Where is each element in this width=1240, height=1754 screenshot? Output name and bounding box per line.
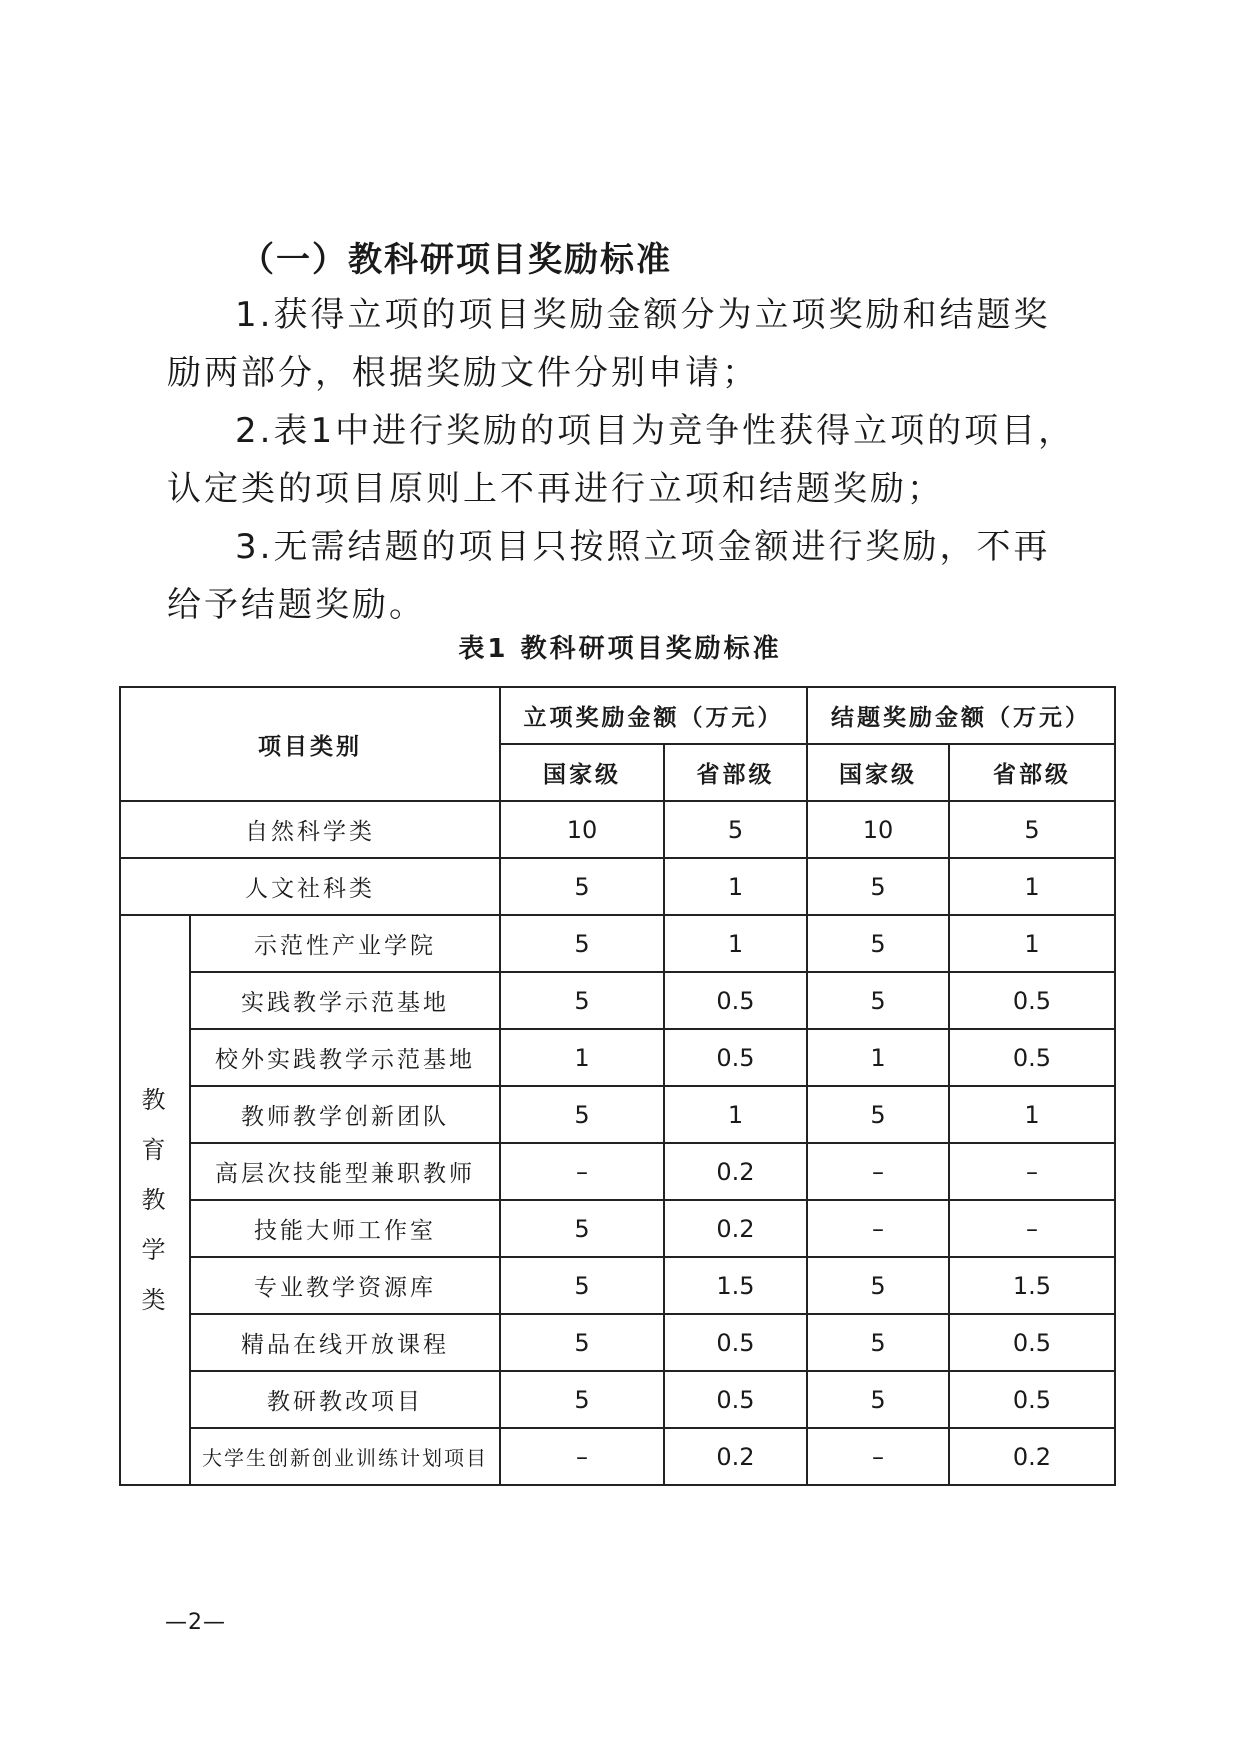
- row-value-a-nat: 5: [500, 1371, 664, 1428]
- subheader-completion-provincial: 省部级: [949, 744, 1115, 801]
- table-row: [120, 1371, 1115, 1428]
- row-value-a-nat: 1: [500, 1029, 664, 1086]
- row-value-c-nat: –: [807, 1143, 949, 1200]
- table-row: [120, 1314, 1115, 1371]
- table-row: [120, 1200, 1115, 1257]
- row-value-a-nat: 5: [500, 1200, 664, 1257]
- row-item-name: 实践教学示范基地: [190, 972, 500, 1029]
- row-value-a-prov: 0.5: [664, 1371, 807, 1428]
- row-value-c-nat: –: [807, 1200, 949, 1257]
- row-value-a-nat: –: [500, 1428, 664, 1485]
- row-value-c-prov: 1: [949, 1086, 1115, 1143]
- row-value-a-prov: 1.5: [664, 1257, 807, 1314]
- row-value-c-nat: 5: [807, 1086, 949, 1143]
- section-heading: （一）教科研项目奖励标准: [240, 240, 672, 280]
- row-value-a-nat: 5: [500, 972, 664, 1029]
- group-label-char: 教: [141, 1086, 169, 1114]
- row-value-c-nat: 1: [807, 1029, 949, 1086]
- row-item-name: 精品在线开放课程: [190, 1314, 500, 1371]
- table-row: [120, 1143, 1115, 1200]
- row-value-c-prov: 0.5: [949, 1371, 1115, 1428]
- row-value-a-nat: 5: [500, 1314, 664, 1371]
- row-item-name: 高层次技能型兼职教师: [190, 1143, 500, 1200]
- row-value-a-prov: 0.2: [664, 1428, 807, 1485]
- table-caption: 表1 教科研项目奖励标准: [458, 634, 782, 664]
- row-item-name: 技能大师工作室: [190, 1200, 500, 1257]
- row-value-c-nat: –: [807, 1428, 949, 1485]
- table-row: [120, 972, 1115, 1029]
- row-value-c-prov: 1: [949, 915, 1115, 972]
- row-value-c-prov: 1.5: [949, 1257, 1115, 1314]
- row-value-a-nat: –: [500, 1143, 664, 1200]
- table-row: [120, 1029, 1115, 1086]
- row-value-c-nat: 5: [807, 1314, 949, 1371]
- row-value-c-nat: 5: [807, 915, 949, 972]
- row-value-a-prov: 0.2: [664, 1143, 807, 1200]
- row-item-name: 教师教学创新团队: [190, 1086, 500, 1143]
- row-value-a-prov: 1: [664, 1086, 807, 1143]
- row-value-c-nat: 5: [807, 858, 949, 915]
- row-value-a-prov: 0.2: [664, 1200, 807, 1257]
- row-value-c-nat: 5: [807, 1257, 949, 1314]
- row-value-a-nat: 10: [500, 801, 664, 858]
- header-completion: 结题奖励金额（万元）: [807, 687, 1115, 744]
- row-value-a-nat: 5: [500, 1086, 664, 1143]
- table-row: [120, 1086, 1115, 1143]
- paragraph-1: 1.获得立项的项目奖励金额分为立项奖励和结题奖励两部分，根据奖励文件分别申请；: [167, 295, 1051, 393]
- row-item-name: 专业教学资源库: [190, 1257, 500, 1314]
- row-value-c-nat: 10: [807, 801, 949, 858]
- row-value-c-prov: 1: [949, 858, 1115, 915]
- row-value-a-nat: 5: [500, 1257, 664, 1314]
- group-label-char: 类: [141, 1286, 169, 1314]
- row-value-c-prov: –: [949, 1200, 1115, 1257]
- row-item-name: 示范性产业学院: [190, 915, 500, 972]
- table-row: [120, 1257, 1115, 1314]
- subheader-approval-provincial: 省部级: [664, 744, 807, 801]
- table-row: [120, 858, 1115, 915]
- row-category-name: 自然科学类: [120, 801, 500, 858]
- table-row: [120, 801, 1115, 858]
- paragraph-3: 3.无需结题的项目只按照立项金额进行奖励，不再给予结题奖励。: [167, 527, 1051, 625]
- group-label-char: 育: [141, 1136, 169, 1164]
- row-value-a-nat: 5: [500, 915, 664, 972]
- row-value-a-nat: 5: [500, 858, 664, 915]
- paragraph-2: 2.表1中进行奖励的项目为竞争性获得立项的项目，认定类的项目原则上不再进行立项和结题奖励；: [167, 411, 1076, 509]
- row-item-name: 校外实践教学示范基地: [190, 1029, 500, 1086]
- subheader-completion-national: 国家级: [807, 744, 949, 801]
- subheader-approval-national: 国家级: [500, 744, 664, 801]
- table-header-row: [120, 687, 1115, 744]
- row-value-a-prov: 1: [664, 915, 807, 972]
- row-value-a-prov: 1: [664, 858, 807, 915]
- row-item-name: 大学生创新创业训练计划项目: [190, 1428, 500, 1485]
- group-label-char: 学: [141, 1236, 169, 1264]
- row-category-name: 人文社科类: [120, 858, 500, 915]
- group-label-char: 教: [141, 1186, 169, 1214]
- row-value-c-nat: 5: [807, 972, 949, 1029]
- row-value-a-prov: 0.5: [664, 1029, 807, 1086]
- header-category: 项目类别: [120, 687, 500, 801]
- table-row: [120, 915, 1115, 972]
- row-value-c-nat: 5: [807, 1371, 949, 1428]
- row-value-c-prov: 0.2: [949, 1428, 1115, 1485]
- reward-table: [119, 686, 1116, 1486]
- row-value-a-prov: 0.5: [664, 972, 807, 1029]
- header-approval: 立项奖励金额（万元）: [500, 687, 807, 744]
- row-value-a-prov: 5: [664, 801, 807, 858]
- row-value-c-prov: 0.5: [949, 1029, 1115, 1086]
- group-label-education: [120, 915, 190, 1485]
- page-number: —2—: [165, 1610, 226, 1635]
- row-item-name: 教研教改项目: [190, 1371, 500, 1428]
- row-value-c-prov: 5: [949, 801, 1115, 858]
- row-value-c-prov: 0.5: [949, 972, 1115, 1029]
- row-value-c-prov: –: [949, 1143, 1115, 1200]
- row-value-a-prov: 0.5: [664, 1314, 807, 1371]
- table-row: [120, 1428, 1115, 1485]
- row-value-c-prov: 0.5: [949, 1314, 1115, 1371]
